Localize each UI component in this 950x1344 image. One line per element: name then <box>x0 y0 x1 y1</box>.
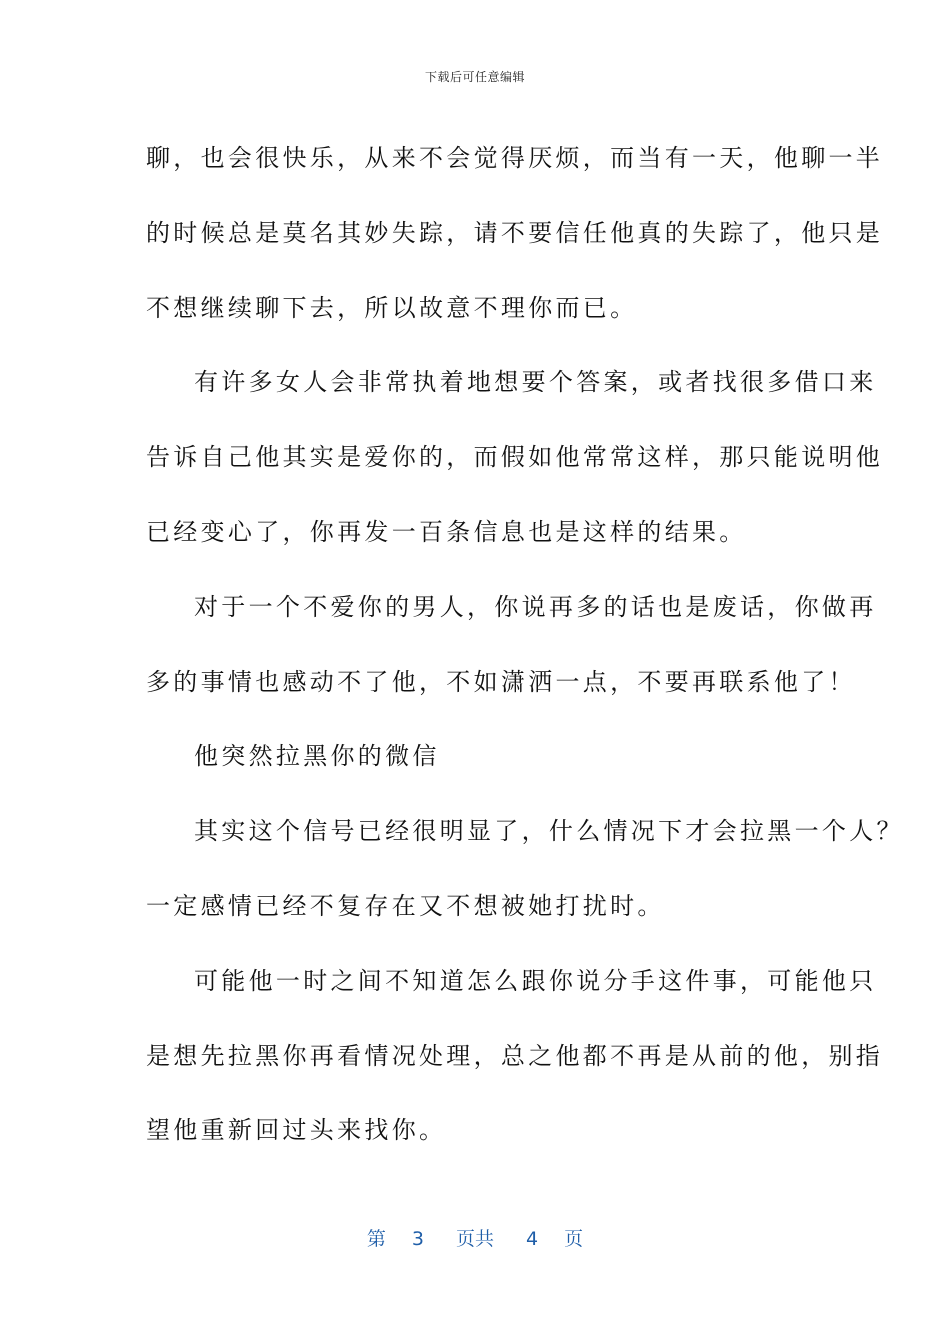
text-line: 不想继续聊下去，所以故意不理你而已。 <box>146 293 638 322</box>
current-page-number: 3 <box>411 1228 424 1250</box>
footer-middle: 页共 <box>455 1228 494 1250</box>
text-line: 的时候总是莫名其妙失踪，请不要信任他真的失踪了，他只是 <box>146 218 884 247</box>
text-line: 其实这个信号已经很明显了，什么情况下才会拉黑一个人？ <box>194 817 904 846</box>
page-header-note: 下载后可任意编辑 <box>424 70 525 84</box>
text-line: 可能他一时之间不知道怎么跟你说分手这件事，可能他只 <box>194 966 877 995</box>
text-line: 聊，也会很快乐，从来不会觉得厌烦，而当有一天，他聊一半 <box>146 144 884 172</box>
text-line: 对于一个不爱你的男人，你说再多的话也是废话，你做再 <box>194 592 877 621</box>
footer-prefix: 第 <box>366 1228 386 1250</box>
text-line: 有许多女人会非常执着地想要个答案，或者找很多借口来 <box>194 368 877 397</box>
section-heading: 他突然拉黑你的微信 <box>194 742 440 771</box>
footer-suffix: 页 <box>564 1228 584 1250</box>
text-line: 多的事情也感动不了他，不如潇洒一点，不要再联系他了！ <box>146 667 856 696</box>
text-line: 告诉自己他其实是爱你的，而假如他常常这样，那只能说明他 <box>146 443 884 472</box>
text-line: 已经变心了，你再发一百条信息也是这样的结果。 <box>146 517 747 546</box>
text-line: 是想先拉黑你再看情况处理，总之他都不再是从前的他，别指 <box>146 1041 884 1070</box>
page-footer <box>0 1224 950 1251</box>
text-line: 一定感情已经不复存在又不想被她打扰时。 <box>146 891 665 920</box>
body-text <box>146 121 904 1168</box>
text-line: 望他重新回过头来找你。 <box>146 1116 447 1145</box>
total-pages-number: 4 <box>526 1228 539 1250</box>
